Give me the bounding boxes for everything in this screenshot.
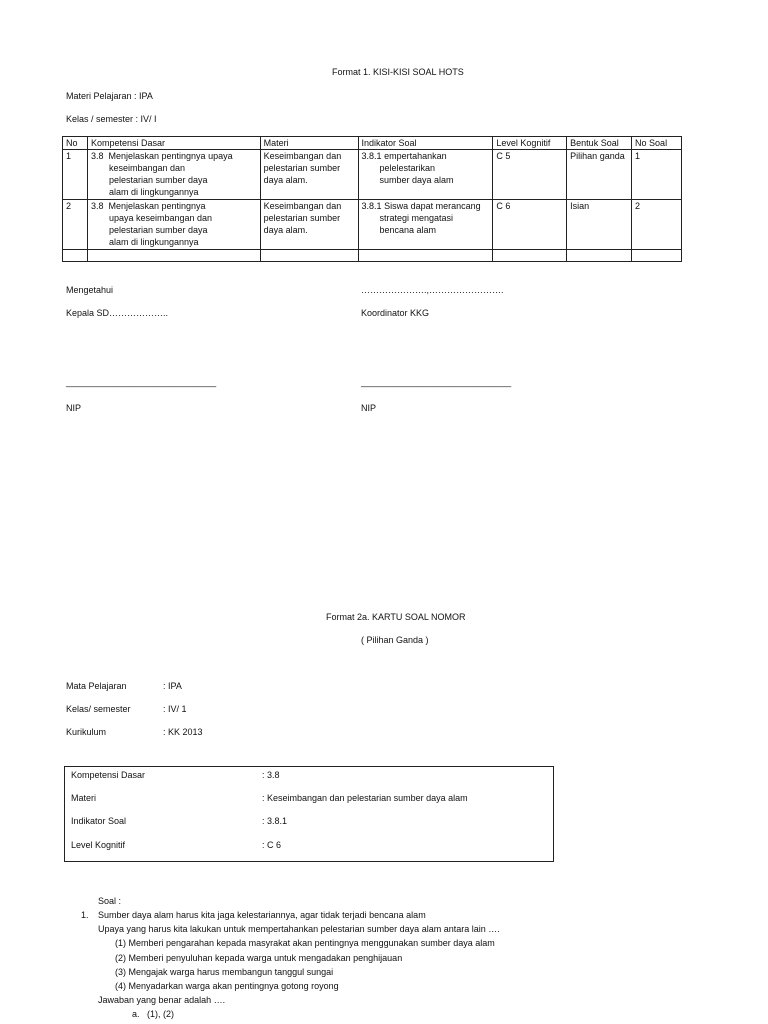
kd-line: alam di lingkungannya — [108, 187, 199, 197]
info-value: : KK 2013 — [163, 727, 203, 737]
cell-level: C 5 — [493, 150, 567, 200]
kisi-table — [62, 136, 682, 262]
ind-line: pelelestarikan — [379, 163, 436, 173]
kd-line: pelestarian sumber daya — [108, 175, 208, 185]
ind-num: 3.8.1 — [361, 151, 382, 161]
box-value: : Keseimbangan dan pelestarian sumber daya alam — [262, 793, 468, 803]
cell-no: 2 — [63, 200, 88, 250]
box-label: Level Kognitif — [71, 840, 126, 850]
kelas-semester: Kelas / semester : IV/ I — [66, 114, 157, 124]
cell-kd — [87, 150, 260, 200]
nip-left: NIP — [66, 403, 82, 413]
info-label: Kurikulum — [66, 727, 107, 737]
soal-item: (2) Memberi penyuluhan kepada warga untuk mengadakan penghijauan — [115, 953, 403, 963]
box-label: Kompetensi Dasar — [71, 770, 146, 780]
table-row — [63, 200, 682, 250]
jawaban-prompt: Jawaban yang benar adalah …. — [98, 995, 226, 1005]
materi-line: pelestarian sumber — [263, 163, 341, 173]
mengetahui: Mengetahui — [66, 285, 114, 295]
cell-nosoal: 1 — [632, 150, 682, 200]
th-no: No — [63, 137, 88, 150]
soal-stem: Sumber daya alam harus kita jaga kelestariannya, agar tidak terjadi bencana alam — [98, 910, 426, 920]
table-header-row — [63, 137, 682, 150]
kartu-title: Format 2a. KARTU SOAL NOMOR — [326, 612, 466, 622]
soal-item: (4) Menyadarkan warga akan pentingnya gotong royong — [115, 981, 339, 991]
materi-pelajaran: Materi Pelajaran : IPA — [66, 91, 153, 101]
kartu-subtitle: ( Pilihan Ganda ) — [361, 635, 429, 645]
cell-materi — [260, 150, 358, 200]
materi-line: daya alam. — [263, 175, 308, 185]
signature-line-left: ______________________________ — [66, 377, 217, 387]
koordinator-kkg: Koordinator KKG — [361, 308, 430, 318]
kd-line: Menjelaskan pentingnya — [108, 201, 206, 211]
th-materi: Materi — [260, 137, 358, 150]
cell-level: C 6 — [493, 200, 567, 250]
info-value: : IV/ 1 — [163, 704, 187, 714]
kartu-box — [64, 766, 554, 862]
kd-line: keseimbangan dan — [108, 163, 186, 173]
ind-line: empertahankan — [384, 151, 447, 161]
box-value: : 3.8 — [262, 770, 280, 780]
ind-num: 3.8.1 — [361, 201, 382, 211]
cell-nosoal: 2 — [632, 200, 682, 250]
soal-heading: Soal : — [98, 896, 122, 906]
cell-no: 1 — [63, 150, 88, 200]
cell-indikator — [358, 200, 493, 250]
soal-item: (3) Mengajak warga harus membangun tanggul sungai — [115, 967, 334, 977]
materi-line: Keseimbangan dan — [263, 151, 342, 161]
th-level: Level Kognitif — [493, 137, 567, 150]
date-placeholder: ………………….,……………………. — [361, 285, 504, 295]
nip-right: NIP — [361, 403, 377, 413]
materi-line: Keseimbangan dan — [263, 201, 342, 211]
ind-line: bencana alam — [379, 225, 437, 235]
kd-num: 3.8 — [90, 201, 104, 211]
table-row — [63, 150, 682, 200]
ind-line: Siswa dapat merancang — [384, 201, 481, 211]
info-value: : IPA — [163, 681, 182, 691]
cell-kd — [87, 200, 260, 250]
info-label: Kelas/ semester — [66, 704, 131, 714]
box-label: Indikator Soal — [71, 816, 127, 826]
box-value: : 3.8.1 — [262, 816, 288, 826]
kepala-sd: Kepala SD……………….. — [66, 308, 169, 318]
box-value: : C 6 — [262, 840, 282, 850]
soal-stem: Upaya yang harus kita lakukan untuk mempertahankan pelestarian sumber daya alam antara lain …. — [98, 924, 500, 934]
box-label: Materi — [71, 793, 97, 803]
signature-line-right: ______________________________ — [361, 377, 512, 387]
ind-line: strategi mengatasi — [379, 213, 454, 223]
th-kd: Kompetensi Dasar — [87, 137, 260, 150]
kd-line: pelestarian sumber daya — [108, 225, 208, 235]
soal-item: (1) Memberi pengarahan kepada masyrakat akan pentingnya menggunakan sumber daya alam — [115, 938, 495, 948]
soal-number: 1. — [81, 910, 89, 920]
cell-bentuk: Isian — [567, 200, 632, 250]
ind-line: sumber daya alam — [379, 175, 454, 185]
cell-bentuk: Pilihan ganda — [567, 150, 632, 200]
kisi-title: Format 1. KISI-KISI SOAL HOTS — [332, 67, 464, 77]
option-letter: a. — [132, 1009, 140, 1019]
th-nosoal: No Soal — [632, 137, 682, 150]
materi-line: daya alam. — [263, 225, 308, 235]
table-row-empty — [63, 250, 682, 262]
kd-line: Menjelaskan pentingnya upaya — [108, 151, 233, 161]
option-a: (1), (2) — [147, 1009, 174, 1019]
kd-num: 3.8 — [90, 151, 104, 161]
th-indikator: Indikator Soal — [358, 137, 493, 150]
kd-line: alam di lingkungannya — [108, 237, 199, 247]
th-bentuk: Bentuk Soal — [567, 137, 632, 150]
info-label: Mata Pelajaran — [66, 681, 127, 691]
materi-line: pelestarian sumber — [263, 213, 341, 223]
kd-line: upaya keseimbangan dan — [108, 213, 213, 223]
cell-indikator — [358, 150, 493, 200]
cell-materi — [260, 200, 358, 250]
